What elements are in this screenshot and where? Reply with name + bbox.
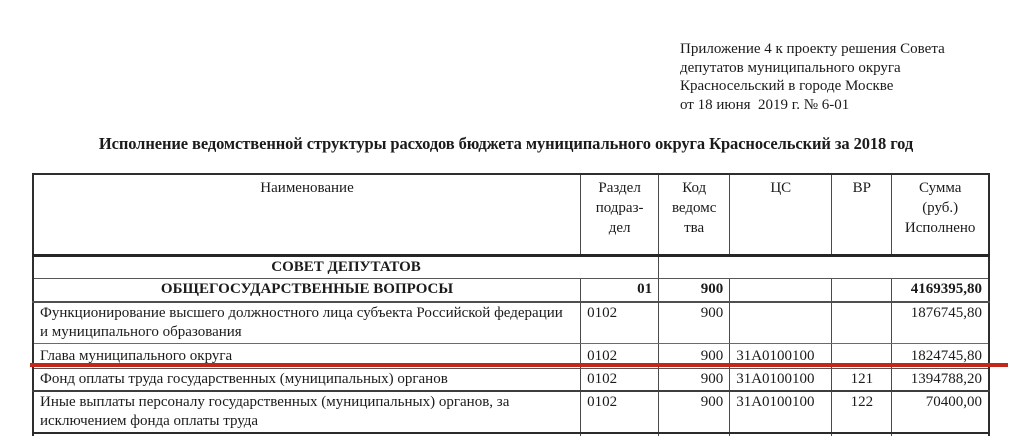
cell-vr (832, 302, 892, 344)
cell-name: Иные выплаты персоналу государственных (муниципальных) органов, за исключением фонда оплаты труда (33, 391, 581, 433)
cell-razdel: 0102 (581, 369, 659, 392)
cell-razdel: 0102 (581, 391, 659, 433)
header-label-vr: ВР (852, 180, 871, 196)
cell-cs: 31А0100100 (730, 344, 832, 369)
cell-razdel: 01 (581, 278, 659, 302)
cell-cs (730, 278, 832, 302)
appendix-note-line-3: Красносельский в городе Москве (680, 78, 894, 94)
cell-name: Глава муниципального округа (33, 344, 581, 369)
red-underline-highlight (30, 363, 1008, 367)
cell-summa: 1876745,80 (892, 302, 989, 344)
header-label-summa-2: (руб.) (922, 200, 959, 216)
cell-cs (730, 302, 832, 344)
header-label-summa-3: Исполнено (904, 220, 976, 236)
header-label-razdel-3: дел (608, 220, 631, 236)
table-header-row (33, 174, 989, 255)
appendix-note-line-1: Приложение 4 к проекту решения Совета (680, 41, 945, 57)
header-label-naimenovanie: Наименование (260, 180, 354, 196)
cell-section-name: СОВЕТ ДЕПУТАТОВ (33, 255, 659, 278)
table-row-inye-vyplaty (33, 391, 989, 433)
header-label-razdel-2: подраз- (595, 200, 644, 216)
table-row-obshchegos-voprosy (33, 278, 989, 302)
document-title: Исполнение ведомственной структуры расходов бюджета муниципального округа Красносельский за 2018 год (98, 134, 914, 153)
cell-cs: 31А0100100 (730, 369, 832, 392)
header-label-summa-1: Сумма (918, 180, 962, 196)
header-label-kod-3: тва (684, 220, 705, 236)
cell-summa: 1824745,80 (892, 344, 989, 369)
header-cell-razdel-podrazdel (581, 174, 659, 255)
cell-cs: 31А0100100 (730, 391, 832, 433)
cell-vr (832, 278, 892, 302)
cell-vr: 122 (832, 391, 892, 433)
cell-kod: 900 (659, 278, 730, 302)
header-cell-kod-vedomstva (659, 174, 730, 255)
appendix-note-line-4: от 18 июня 2019 г. № 6-01 (680, 96, 850, 113)
appendix-note (680, 40, 980, 114)
cell-kod: 900 (659, 302, 730, 344)
cell-section-empty (659, 255, 989, 278)
cell-name: Функционирование высшего должностного лица субъекта Российской федерации и муниципального образования (33, 302, 581, 344)
cell-kod: 900 (659, 344, 730, 369)
cell-summa: 70400,00 (892, 391, 989, 433)
cell-vr: 121 (832, 369, 892, 392)
cell-name: Фонд оплаты труда государственных (муниципальных) органов (33, 369, 581, 392)
header-label-kod-1: Код (682, 180, 707, 196)
header-cell-summa (892, 174, 989, 255)
cell-summa: 4169395,80 (892, 278, 989, 302)
cell-summa: 1394788,20 (892, 369, 989, 392)
header-label-kod-2: ведомс (671, 200, 717, 216)
header-label-razdel-1: Раздел (598, 180, 641, 196)
header-cell-cs (730, 174, 832, 255)
cell-kod: 900 (659, 369, 730, 392)
cell-razdel: 0102 (581, 302, 659, 344)
table-row-funkcionirovanie (33, 302, 989, 344)
cell-razdel: 0102 (581, 344, 659, 369)
budget-execution-table (32, 173, 990, 436)
table-row-sovet-deputatov (33, 255, 989, 278)
cell-kod: 900 (659, 391, 730, 433)
header-label-cs: ЦС (770, 180, 792, 196)
table-row-fond-oplaty-truda (33, 369, 989, 392)
header-cell-naimenovanie (33, 174, 581, 255)
appendix-note-line-2: депутатов муниципального округа (680, 59, 901, 76)
header-cell-vr (832, 174, 892, 255)
cell-name: ОБЩЕГОСУДАРСТВЕННЫЕ ВОПРОСЫ (33, 278, 581, 302)
